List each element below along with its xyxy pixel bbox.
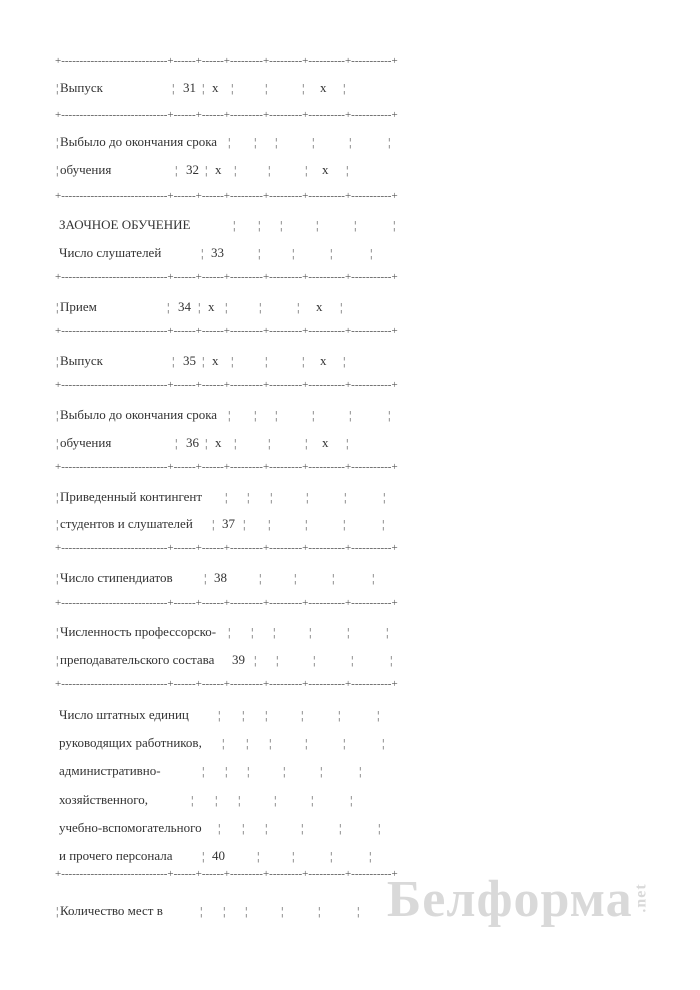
cell-divider: ¦ [233,218,236,232]
cell-divider: ¦ [56,436,59,450]
cell-divider: ¦ [383,490,386,504]
row-label: руководящих работников, [59,735,202,750]
cell-divider: ¦ [305,517,308,531]
cell-divider: ¦ [283,764,286,778]
row-label: Выпуск [60,80,103,95]
cell-divider: ¦ [202,81,205,95]
cell-divider: ¦ [343,81,346,95]
cell-divider: ¦ [258,246,261,260]
row-label: Выпуск [60,353,103,368]
cell-divider: ¦ [265,821,268,835]
cell-divider: ¦ [205,163,208,177]
watermark [387,870,662,929]
row-code: 32 [186,162,199,177]
cell-divider: ¦ [56,163,59,177]
table-separator: +-----------------------------+------+------+---------+---------+----------+-----------+ [55,109,398,121]
cell-divider: ¦ [202,354,205,368]
cell-divider: ¦ [242,708,245,722]
cell-divider: ¦ [225,490,228,504]
cell-divider: ¦ [268,163,271,177]
cell-divider: ¦ [349,408,352,422]
row-code: 35 [183,353,196,368]
cell-divider: ¦ [225,300,228,314]
row-code: 39 [232,652,245,667]
cell-divider: ¦ [330,849,333,863]
cell-divider: ¦ [390,653,393,667]
cell-divider: ¦ [218,821,221,835]
row-label: обучения [60,162,112,177]
cell-x: x [208,299,215,314]
row-code: 40 [212,848,225,863]
cell-divider: ¦ [225,764,228,778]
cell-divider: ¦ [238,793,241,807]
cell-x: x [320,353,327,368]
cell-divider: ¦ [281,904,284,918]
cell-divider: ¦ [318,904,321,918]
cell-divider: ¦ [231,81,234,95]
table-separator: +-----------------------------+------+------+---------+---------+----------+-----------+ [55,597,398,609]
table-separator: +-----------------------------+------+------+---------+---------+----------+-----------+ [55,379,398,391]
cell-divider: ¦ [294,571,297,585]
cell-divider: ¦ [280,218,283,232]
cell-divider: ¦ [198,300,201,314]
row-label: Прием [60,299,97,314]
cell-divider: ¦ [332,571,335,585]
cell-divider: ¦ [175,163,178,177]
cell-divider: ¦ [309,625,312,639]
cell-divider: ¦ [231,354,234,368]
cell-divider: ¦ [247,764,250,778]
cell-divider: ¦ [346,436,349,450]
cell-divider: ¦ [222,736,225,750]
cell-divider: ¦ [247,490,250,504]
cell-divider: ¦ [269,736,272,750]
cell-divider: ¦ [212,517,215,531]
cell-divider: ¦ [56,81,59,95]
cell-divider: ¦ [330,246,333,260]
cell-divider: ¦ [200,904,203,918]
cell-divider: ¦ [351,653,354,667]
row-code: 36 [186,435,199,450]
cell-divider: ¦ [228,625,231,639]
cell-divider: ¦ [339,821,342,835]
cell-divider: ¦ [246,736,249,750]
cell-divider: ¦ [215,793,218,807]
cell-divider: ¦ [276,653,279,667]
watermark-text: Белформа [386,871,633,928]
cell-x: x [212,353,219,368]
cell-divider: ¦ [254,653,257,667]
cell-divider: ¦ [265,81,268,95]
cell-divider: ¦ [312,408,315,422]
cell-divider: ¦ [259,571,262,585]
cell-divider: ¦ [349,135,352,149]
cell-divider: ¦ [56,517,59,531]
table-separator: +-----------------------------+------+------+---------+---------+----------+-----------+ [55,55,398,67]
row-label: Численность профессорско- [60,624,217,639]
cell-divider: ¦ [316,218,319,232]
table-separator: +-----------------------------+------+------+---------+---------+----------+-----------+ [55,325,398,337]
cell-divider: ¦ [201,246,204,260]
cell-x: x [215,435,222,450]
table-separator: +-----------------------------+------+------+---------+---------+----------+-----------+ [55,461,398,473]
table-separator: +-----------------------------+------+------+---------+---------+----------+-----------+ [55,542,398,554]
cell-divider: ¦ [204,571,207,585]
cell-divider: ¦ [56,653,59,667]
cell-divider: ¦ [254,135,257,149]
row-label: Выбыло до окончания срока [60,407,218,422]
cell-divider: ¦ [346,163,349,177]
cell-divider: ¦ [344,490,347,504]
table-separator: +-----------------------------+------+------+---------+---------+----------+-----------+ [55,678,398,690]
cell-divider: ¦ [251,625,254,639]
cell-divider: ¦ [175,436,178,450]
cell-divider: ¦ [254,408,257,422]
row-label: и прочего персонала [59,848,173,863]
cell-divider: ¦ [268,436,271,450]
row-label: Число штатных единиц [59,707,189,722]
cell-divider: ¦ [338,708,341,722]
cell-divider: ¦ [378,821,381,835]
cell-divider: ¦ [258,218,261,232]
cell-divider: ¦ [234,163,237,177]
cell-divider: ¦ [56,135,59,149]
row-label: Число слушателей [59,245,162,260]
cell-divider: ¦ [242,821,245,835]
cell-divider: ¦ [386,625,389,639]
cell-x: x [215,162,222,177]
cell-x: x [322,435,329,450]
section-title: ЗАОЧНОЕ ОБУЧЕНИЕ [59,217,191,232]
row-code: 34 [178,299,191,314]
cell-divider: ¦ [312,135,315,149]
cell-divider: ¦ [301,821,304,835]
cell-divider: ¦ [202,849,205,863]
cell-divider: ¦ [259,300,262,314]
cell-x: x [316,299,323,314]
cell-divider: ¦ [223,904,226,918]
cell-x: x [320,80,327,95]
cell-divider: ¦ [388,408,391,422]
cell-divider: ¦ [343,517,346,531]
cell-divider: ¦ [292,246,295,260]
cell-divider: ¦ [320,764,323,778]
row-label: хозяйственного, [59,792,149,807]
cell-divider: ¦ [302,354,305,368]
cell-divider: ¦ [205,436,208,450]
cell-divider: ¦ [311,793,314,807]
cell-divider: ¦ [191,793,194,807]
row-label: студентов и слушателей [60,516,193,531]
cell-divider: ¦ [228,408,231,422]
row-code: 37 [222,516,235,531]
cell-divider: ¦ [270,490,273,504]
cell-divider: ¦ [340,300,343,314]
cell-divider: ¦ [275,135,278,149]
cell-divider: ¦ [305,736,308,750]
cell-divider: ¦ [302,81,305,95]
cell-divider: ¦ [306,490,309,504]
cell-divider: ¦ [56,300,59,314]
cell-divider: ¦ [265,708,268,722]
cell-divider: ¦ [56,408,59,422]
table-separator: +-----------------------------+------+------+---------+---------+----------+-----------+ [55,271,398,283]
cell-divider: ¦ [167,300,170,314]
cell-divider: ¦ [350,793,353,807]
cell-divider: ¦ [297,300,300,314]
cell-divider: ¦ [313,653,316,667]
cell-divider: ¦ [202,764,205,778]
cell-divider: ¦ [377,708,380,722]
cell-x: x [322,162,329,177]
cell-divider: ¦ [354,218,357,232]
row-code: 38 [214,570,227,585]
cell-divider: ¦ [382,736,385,750]
cell-divider: ¦ [56,354,59,368]
cell-divider: ¦ [245,904,248,918]
row-code: 31 [183,80,196,95]
cell-divider: ¦ [343,354,346,368]
cell-divider: ¦ [292,849,295,863]
cell-divider: ¦ [273,625,276,639]
cell-divider: ¦ [56,625,59,639]
cell-x: x [212,80,219,95]
cell-divider: ¦ [388,135,391,149]
row-label: обучения [60,435,112,450]
cell-divider: ¦ [372,571,375,585]
cell-divider: ¦ [343,736,346,750]
cell-divider: ¦ [56,571,59,585]
cell-divider: ¦ [56,490,59,504]
cell-divider: ¦ [305,436,308,450]
row-label: Приведенный контингент [60,489,203,504]
cell-divider: ¦ [382,517,385,531]
row-label: учебно-вспомогательного [59,820,202,835]
row-label: Число стипендиатов [60,570,173,585]
watermark-suffix: .net [632,883,650,913]
cell-divider: ¦ [265,354,268,368]
cell-divider: ¦ [274,793,277,807]
cell-divider: ¦ [369,849,372,863]
cell-divider: ¦ [275,408,278,422]
cell-divider: ¦ [218,708,221,722]
row-code: 33 [211,245,224,260]
cell-divider: ¦ [393,218,396,232]
cell-divider: ¦ [257,849,260,863]
row-label: Выбыло до окончания срока [60,134,218,149]
cell-divider: ¦ [347,625,350,639]
cell-divider: ¦ [301,708,304,722]
row-label: преподавательского состава [60,652,215,667]
cell-divider: ¦ [243,517,246,531]
table-separator: +-----------------------------+------+------+---------+---------+----------+-----------+ [55,190,398,202]
cell-divider: ¦ [359,764,362,778]
cell-divider: ¦ [268,517,271,531]
row-label: Количество мест в [60,903,163,918]
table-separator: +-----------------------------+------+------+---------+---------+----------+-----------+ [55,868,398,880]
row-label: административно- [59,763,161,778]
cell-divider: ¦ [228,135,231,149]
cell-divider: ¦ [370,246,373,260]
cell-divider: ¦ [56,904,59,918]
cell-divider: ¦ [172,81,175,95]
cell-divider: ¦ [305,163,308,177]
cell-divider: ¦ [172,354,175,368]
cell-divider: ¦ [234,436,237,450]
cell-divider: ¦ [357,904,360,918]
